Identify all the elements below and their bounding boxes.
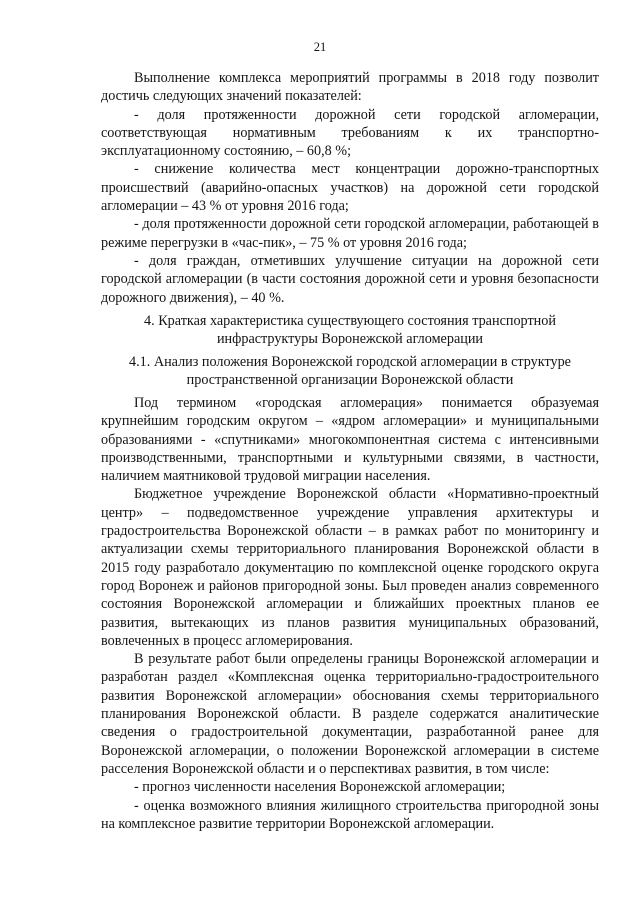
list-item: - оценка возможного влияния жилищного строительства пригородной зоны на комплексное развитие территории Воронежской агломерации. [101, 797, 599, 832]
subsection-body [101, 394, 599, 833]
paragraph: Выполнение комплекса мероприятий программы в 2018 году позволит достичь следующих значений показателей: [101, 70, 599, 105]
section-heading-line: 4. Краткая характеристика существующего состояния транспортной [144, 313, 556, 329]
paragraph: Под термином «городская агломерация» понимается образуемая крупнейшим городским округом – «ядром агломерации» и муниципальными образованиями - «спутниками» многокомпонентная система с интенсивными производственными, транспортными и культурными связями, в частности, наличием маятниковой трудовой миграции населения. [101, 395, 599, 485]
list-item: - прогноз численности населения Воронежской агломерации; [134, 779, 506, 796]
subsection-heading-line: пространственной организации Воронежской области [186, 372, 514, 389]
paragraph: В результате работ были определены границы Воронежской агломерации и разработан раздел «Комплексная оценка территориально-градостроительного развития Воронежской агломерации» обоснования схемы территориального планирования Воронежской области. В разделе содержатся аналитические сведения о градостроительной документации, разработанной ранее для Воронежской агломерации, о положении Воронежской агломерации в системе расселения Воронежской области и о перспективах развития, в том числе: [101, 651, 599, 777]
list-item: - доля протяженности дорожной сети городской агломерации, работающей в режиме перегрузки в «час-пик», – 75 % от уровня 2016 года; [101, 216, 599, 251]
list-item: - доля протяженности дорожной сети городской агломерации, соответствующая нормативным требованиям к их транспортно-эксплуатационному состоянию, – 60,8 %; [101, 106, 599, 160]
page-number: 21 [313, 40, 327, 54]
subsection-heading-line: 4.1. Анализ положения Воронежской городской агломерации в структуре [129, 354, 571, 370]
section-heading [101, 312, 599, 349]
list-item: - доля граждан, отметивших улучшение ситуации на дорожной сети городской агломерации (в части состояния дорожной сети и уровня безопасности дорожного движения), – 40 %. [101, 252, 599, 306]
section-heading-line: инфраструктуры Воронежской агломерации [216, 331, 484, 348]
list-item: - снижение количества мест концентрации дорожно-транспортных происшествий (аварийно-опасных участков) на дорожной сети городской агломерации – 43 % от уровня 2016 года; [101, 161, 599, 215]
paragraph: Бюджетное учреждение Воронежской области «Нормативно-проектный центр» – подведомственное учреждение управления архитектуры и градостроительства Воронежской области – в рамках работ по мониторингу и актуализации схемы территориального планирования Воронежской области в 2015 году разработало документацию по комплексной оценке городского округа город Воронеж и районов пригородной зоны. Был проведен анализ современного состояния Воронежской агломерации и ближайших проектных планов ее развития, вытекающих из планов развития муниципальных образований, вовлеченных в процесс агломерирования. [101, 486, 599, 649]
intro-text [101, 69, 599, 307]
subsection-heading [101, 353, 599, 390]
